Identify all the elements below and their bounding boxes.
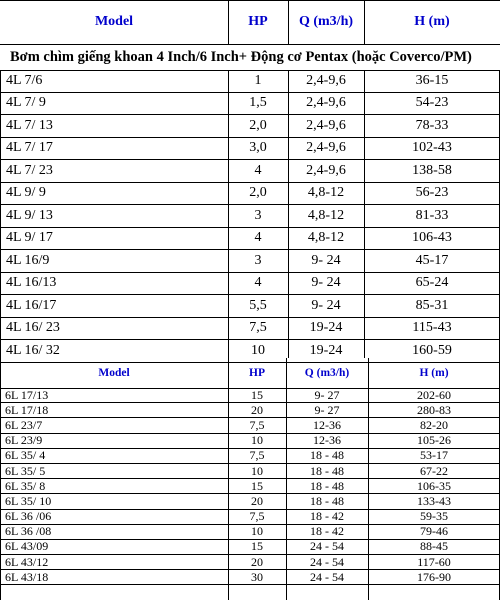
head-cell: 82-20 xyxy=(420,417,448,432)
hp-cell: 10 xyxy=(251,342,265,358)
header2-h: H (m) xyxy=(419,367,449,379)
header2-q: Q (m3/h) xyxy=(304,367,350,379)
head-cell: 54-23 xyxy=(415,95,449,111)
flow-cell: 18 - 42 xyxy=(310,524,344,539)
flow-cell: 2,4-9,6 xyxy=(306,162,346,178)
hp-cell: 2,0 xyxy=(249,185,267,201)
flow-cell: 9- 24 xyxy=(311,275,341,291)
flow-cell: 19-24 xyxy=(309,342,343,358)
table-row xyxy=(0,228,500,251)
hp-cell: 3 xyxy=(254,207,262,223)
flow-cell: 18 - 48 xyxy=(310,478,344,493)
flow-cell: 9- 27 xyxy=(314,387,340,402)
head-cell: 117-60 xyxy=(417,554,451,569)
head-cell: 88-45 xyxy=(420,539,448,554)
model-cell: 4L 7/ 9 xyxy=(6,95,46,111)
table1-header xyxy=(0,0,500,44)
header2-model: Model xyxy=(98,367,130,379)
table2-divider xyxy=(0,358,1,600)
head-cell: 133-43 xyxy=(417,493,451,508)
table-row xyxy=(0,70,500,93)
head-cell: 79-46 xyxy=(420,524,448,539)
header-bottom-border xyxy=(0,44,500,45)
header2-hp: HP xyxy=(249,367,265,379)
table-row xyxy=(0,570,500,585)
flow-cell: 2,4-9,6 xyxy=(306,140,346,156)
head-cell: 59-35 xyxy=(420,509,448,524)
header-divider xyxy=(364,0,365,44)
model-cell: 4L 9/ 17 xyxy=(6,230,53,246)
table-row xyxy=(0,494,500,509)
head-cell: 78-33 xyxy=(415,117,449,133)
table-row xyxy=(0,449,500,464)
model-cell: 4L 16/ 23 xyxy=(6,320,60,336)
flow-cell: 18 - 48 xyxy=(310,463,344,478)
table-row xyxy=(0,318,500,341)
flow-cell: 2,4-9,6 xyxy=(306,95,346,111)
table2-body xyxy=(0,388,500,585)
flow-cell: 24 - 54 xyxy=(310,539,344,554)
hp-cell: 3,0 xyxy=(249,140,267,156)
model-cell: 4L 16/13 xyxy=(6,275,57,291)
hp-cell: 15 xyxy=(251,478,263,493)
flow-cell: 24 - 54 xyxy=(310,569,344,584)
header-top-border xyxy=(0,0,500,1)
flow-cell: 4,8-12 xyxy=(307,185,345,201)
model-cell: 6L 35/ 5 xyxy=(5,463,46,478)
model-cell: 6L 36 /08 xyxy=(5,524,52,539)
model-cell: 6L 17/13 xyxy=(5,387,49,402)
hp-cell: 2,0 xyxy=(249,117,267,133)
head-cell: 67-22 xyxy=(420,463,448,478)
hp-cell: 20 xyxy=(251,493,263,508)
flow-cell: 9- 27 xyxy=(314,402,340,417)
head-cell: 160-59 xyxy=(412,342,452,358)
model-cell: 6L 43/12 xyxy=(5,554,49,569)
head-cell: 81-33 xyxy=(415,207,449,223)
table1-divider xyxy=(364,70,365,358)
table-row xyxy=(0,273,500,296)
table1-divider xyxy=(228,70,229,358)
header-divider xyxy=(228,0,229,44)
table1-top-border xyxy=(0,70,500,71)
model-cell: 6L 23/7 xyxy=(5,417,43,432)
model-cell: 6L 35/ 4 xyxy=(5,448,46,463)
head-cell: 176-90 xyxy=(417,569,451,584)
flow-cell: 24 - 54 xyxy=(310,554,344,569)
model-cell: 6L 43/18 xyxy=(5,569,49,584)
hp-cell: 7,5 xyxy=(249,320,267,336)
model-cell: 4L 7/ 17 xyxy=(6,140,53,156)
table1-divider xyxy=(0,70,1,358)
hp-cell: 4 xyxy=(254,230,262,246)
flow-cell: 19-24 xyxy=(309,320,343,336)
head-cell: 105-26 xyxy=(417,433,451,448)
table-row xyxy=(0,403,500,418)
table2-divider xyxy=(228,358,229,600)
hp-cell: 4 xyxy=(254,275,262,291)
model-cell: 6L 17/18 xyxy=(5,402,49,417)
head-cell: 85-31 xyxy=(415,297,449,313)
hp-cell: 10 xyxy=(251,524,263,539)
hp-cell: 5,5 xyxy=(249,297,267,313)
section-title: Bơm chìm giếng khoan 4 Inch/6 Inch+ Động cơ Pentax (hoặc Coverco/PM) xyxy=(10,49,472,65)
hp-cell: 7,5 xyxy=(249,509,265,524)
table-row xyxy=(0,555,500,570)
table-row xyxy=(0,138,500,161)
hp-cell: 20 xyxy=(251,402,263,417)
header-divider xyxy=(288,0,289,44)
head-cell: 138-58 xyxy=(412,162,452,178)
flow-cell: 18 - 48 xyxy=(310,448,344,463)
model-cell: 6L 23/9 xyxy=(5,433,43,448)
table1-divider xyxy=(288,70,289,358)
hp-cell: 30 xyxy=(251,569,263,584)
hp-cell: 3 xyxy=(254,252,262,268)
hp-cell: 7,5 xyxy=(249,448,265,463)
head-cell: 202-60 xyxy=(417,387,451,402)
table-row xyxy=(0,183,500,206)
model-cell: 6L 35/ 10 xyxy=(5,493,52,508)
header-model: Model xyxy=(94,14,134,29)
flow-cell: 9- 24 xyxy=(311,252,341,268)
model-cell: 6L 36 /06 xyxy=(5,509,52,524)
hp-cell: 4 xyxy=(254,162,262,178)
head-cell: 115-43 xyxy=(412,320,452,336)
header-q: Q (m3/h) xyxy=(298,14,354,29)
model-cell: 4L 9/ 9 xyxy=(6,185,46,201)
model-cell: 4L 16/ 32 xyxy=(6,342,60,358)
table-row xyxy=(0,160,500,183)
flow-cell: 4,8-12 xyxy=(307,207,345,223)
table-row xyxy=(0,418,500,433)
table-row xyxy=(0,115,500,138)
table-row xyxy=(0,464,500,479)
flow-cell: 12-36 xyxy=(313,433,341,448)
hp-cell: 7,5 xyxy=(249,417,265,432)
table-row xyxy=(0,434,500,449)
table-row xyxy=(0,479,500,494)
flow-cell: 9- 24 xyxy=(311,297,341,313)
hp-cell: 10 xyxy=(251,463,263,478)
hp-cell: 15 xyxy=(251,387,263,402)
head-cell: 280-83 xyxy=(417,402,451,417)
flow-cell: 2,4-9,6 xyxy=(306,117,346,133)
table-row xyxy=(0,388,500,403)
header-hp: HP xyxy=(248,14,268,29)
table-row xyxy=(0,540,500,555)
head-cell: 65-24 xyxy=(415,275,449,291)
hp-cell: 20 xyxy=(251,554,263,569)
table1-body xyxy=(0,70,500,363)
model-cell: 6L 43/09 xyxy=(5,539,49,554)
flow-cell: 12-36 xyxy=(313,417,341,432)
table-row xyxy=(0,295,500,318)
hp-cell: 1 xyxy=(254,72,262,88)
head-cell: 53-17 xyxy=(420,448,448,463)
head-cell: 106-43 xyxy=(412,230,452,246)
table-row xyxy=(0,93,500,116)
header-h: H (m) xyxy=(414,14,450,29)
flow-cell: 18 - 42 xyxy=(310,509,344,524)
model-cell: 4L 16/9 xyxy=(6,252,50,268)
flow-cell: 4,8-12 xyxy=(307,230,345,246)
table2-header xyxy=(0,358,500,388)
head-cell: 36-15 xyxy=(415,72,449,88)
model-cell: 4L 9/ 13 xyxy=(6,207,53,223)
head-cell: 102-43 xyxy=(412,140,452,156)
hp-cell: 1,5 xyxy=(249,95,267,111)
flow-cell: 18 - 48 xyxy=(310,493,344,508)
hp-cell: 15 xyxy=(251,539,263,554)
table2-divider xyxy=(286,358,287,600)
model-cell: 4L 7/ 13 xyxy=(6,117,53,133)
table-row xyxy=(0,205,500,228)
head-cell: 106-35 xyxy=(417,478,451,493)
table-row xyxy=(0,510,500,525)
model-cell: 4L 7/6 xyxy=(6,72,43,88)
model-cell: 4L 7/ 23 xyxy=(6,162,53,178)
table-row xyxy=(0,525,500,540)
table-row xyxy=(0,250,500,273)
table2-divider xyxy=(368,358,369,600)
model-cell: 4L 16/17 xyxy=(6,297,57,313)
head-cell: 56-23 xyxy=(415,185,449,201)
model-cell: 6L 35/ 8 xyxy=(5,478,46,493)
flow-cell: 2,4-9,6 xyxy=(306,72,346,88)
hp-cell: 10 xyxy=(251,433,263,448)
head-cell: 45-17 xyxy=(415,252,449,268)
